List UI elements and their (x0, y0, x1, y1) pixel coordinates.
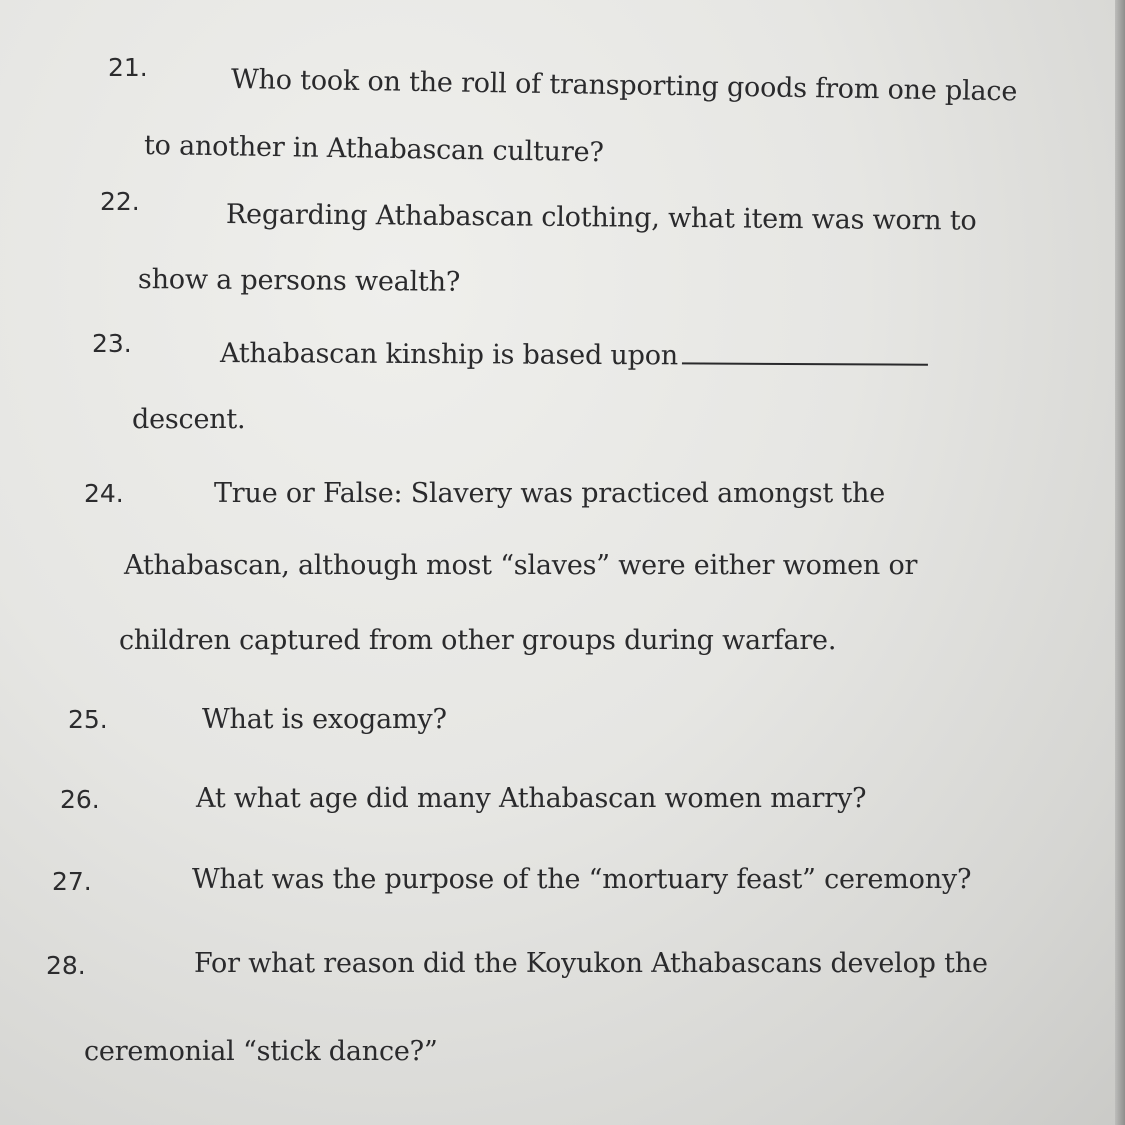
question-text-line: Regarding Athabascan clothing, what item was worn to (225, 199, 977, 237)
question-text-line: show a persons wealth? (137, 264, 461, 298)
question-number: 21. (108, 53, 148, 82)
question-text-line: Athabascan, although most “slaves” were either women or (124, 550, 918, 581)
question-text-line (220, 338, 928, 374)
question-text-line: ceremonial “stick dance?” (84, 1036, 438, 1067)
question-text-line: For what reason did the Koyukon Athabascans develop the (194, 948, 988, 979)
question-text-line: At what age did many Athabascan women marry? (196, 783, 867, 814)
question-number: 27. (52, 867, 92, 896)
question-text-line: True or False: Slavery was practiced amongst the (214, 478, 886, 509)
question-number: 26. (60, 785, 100, 814)
question-text-line: to another in Athabascan culture? (143, 130, 604, 169)
question-text: Athabascan kinship is based upon (219, 338, 679, 372)
question-text-line: descent. (132, 404, 246, 435)
question-text-line: What is exogamy? (202, 704, 447, 735)
question-number: 22. (100, 187, 140, 216)
question-number: 24. (84, 479, 124, 508)
question-text-line: Who took on the roll of transporting goods from one place (230, 64, 1018, 108)
question-number: 25. (68, 705, 108, 734)
paper-edge-shadow (1115, 0, 1125, 1125)
answer-blank (682, 361, 928, 365)
question-text-line: children captured from other groups during warfare. (119, 625, 837, 656)
question-number: 23. (92, 329, 132, 358)
question-text-line: What was the purpose of the “mortuary feast” ceremony? (192, 864, 972, 895)
question-number: 28. (46, 951, 86, 980)
